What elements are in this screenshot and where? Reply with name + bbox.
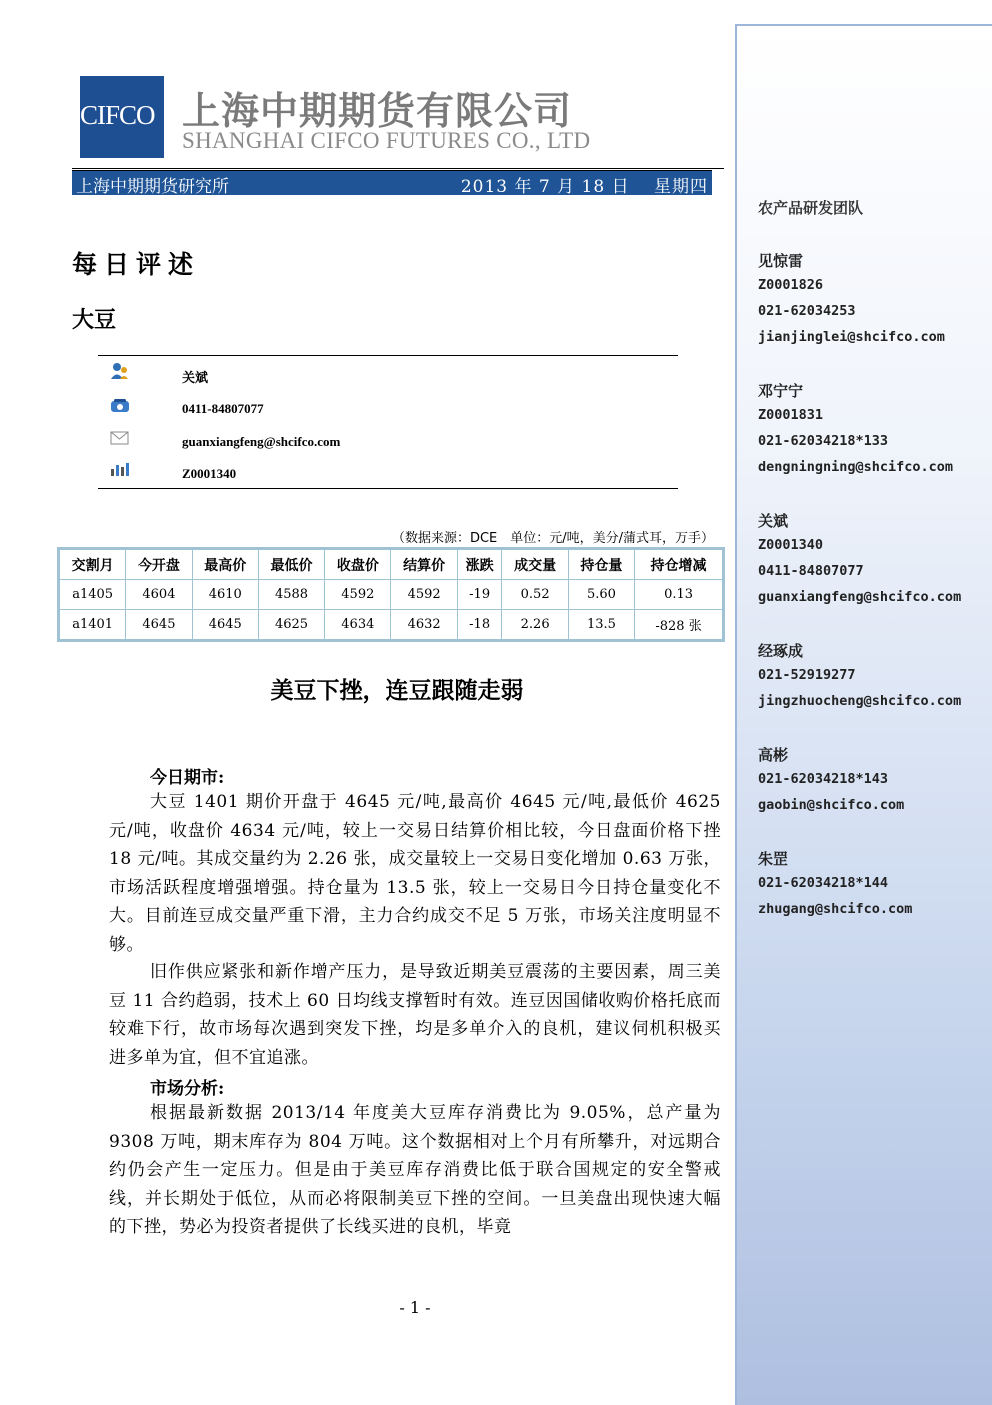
paragraph-2: 旧作供应紧张和新作增产压力，是导致近期美豆震荡的主要因素，周三美豆 11 合约趋弱，技术上 60 日均线支撑暂时有效。连豆因国储收购价格托底而较难下行，故市场每次遇到突发下挫，均是多单介入的良机，建议伺机积极买进多单为宜，但不宜追涨。: [109, 962, 721, 1068]
table-cell: 5.60: [568, 580, 634, 610]
table-cell: -18: [457, 610, 502, 640]
member-detail: 021-52919277: [758, 667, 856, 683]
table-cell: 4634: [325, 610, 391, 640]
header-rule: [72, 168, 724, 169]
table-cell: 13.5: [568, 610, 634, 640]
contact-divider-top: [98, 355, 678, 356]
col-header: 最低价: [258, 550, 324, 580]
sidebar-panel: [735, 24, 992, 1405]
table-cell: 4592: [325, 580, 391, 610]
article-headline: 美豆下挫，连豆跟随走弱: [270, 677, 524, 704]
member-email: guanxiangfeng@shcifco.com: [758, 589, 962, 605]
contact-name: 关斌: [182, 370, 209, 385]
col-header: 交割月: [60, 550, 126, 580]
chart-icon: [110, 461, 130, 477]
member-detail: Z0001826: [758, 277, 824, 293]
mail-icon: [110, 430, 130, 446]
member-detail: Z0001340: [758, 537, 824, 553]
member-name: 邓宁宁: [758, 382, 804, 400]
col-header: 最高价: [192, 550, 258, 580]
table-cell: 2.26: [502, 610, 568, 640]
table-cell: 4610: [192, 580, 258, 610]
report-date: 2013 年 7 月 18 日 星期四: [460, 177, 708, 197]
table-header-row: [60, 550, 723, 580]
table-cell: a1401: [60, 610, 126, 640]
subheading-today: 今日期市:: [150, 768, 225, 788]
table-cell: -828 张: [635, 610, 723, 640]
col-header: 结算价: [391, 550, 457, 580]
table-cell: 0.13: [635, 580, 723, 610]
product-title: 大豆: [72, 307, 117, 333]
col-header: 涨跌: [457, 550, 502, 580]
member-detail: Z0001831: [758, 407, 824, 423]
table-cell: 4632: [391, 610, 457, 640]
person-icon: [110, 362, 130, 378]
company-name-cn: 上海中期期货有限公司: [182, 89, 573, 133]
member-name: 高彬: [758, 746, 789, 764]
table-cell: 4592: [391, 580, 457, 610]
table-cell: -19: [457, 580, 502, 610]
section-title: 每日评述: [72, 250, 201, 279]
institute-name: 上海中期期货研究所: [76, 177, 229, 197]
member-email: dengningning@shcifco.com: [758, 459, 954, 475]
col-header: 持仓量: [568, 550, 634, 580]
company-name-en: SHANGHAI CIFCO FUTURES CO., LTD: [182, 128, 591, 153]
table-row: [60, 580, 723, 610]
col-header: 成交量: [502, 550, 568, 580]
table-cell: a1405: [60, 580, 126, 610]
member-name: 关斌: [758, 512, 789, 530]
table-cell: 4625: [258, 610, 324, 640]
member-detail: 021-62034218*133: [758, 433, 889, 449]
member-detail: 021-62034218*144: [758, 875, 889, 891]
data-source-note: （数据来源：DCE 单位：元/吨，美分/蒲式耳，万手）: [391, 531, 714, 546]
table-cell: 4604: [126, 580, 192, 610]
col-header: 持仓增减: [635, 550, 723, 580]
member-name: 经琢成: [758, 642, 804, 660]
col-header: 收盘价: [325, 550, 391, 580]
price-table: [57, 547, 725, 642]
header-bar: [72, 170, 712, 195]
member-detail: 021-62034253: [758, 303, 856, 319]
contact-divider-bottom: [98, 488, 678, 489]
table-cell: 4645: [126, 610, 192, 640]
phone-icon: [110, 398, 130, 414]
subheading-analysis: 市场分析:: [150, 1079, 225, 1099]
contact-email: guanxiangfeng@shcifco.com: [182, 434, 341, 449]
paragraph-1: 大豆 1401 期价开盘于 4645 元/吨,最高价 4645 元/吨,最低价 4625 元/吨，收盘价 4634 元/吨，较上一交易日结算价相比较，今日盘面价格下挫 18 元/吨。其成交量约为 2.26 张，成交量较上一交易日变化增加 0.63 万张，市场活跃程度增强增强。持仓量为 13.5 张，较上一交易日今日持仓量变化不大。目前连豆成交量严重下滑，主力合约成交不足 5 万张，市场关注度明显不够。: [109, 792, 721, 955]
table-cell: 4645: [192, 610, 258, 640]
member-detail: 021-62034218*143: [758, 771, 889, 787]
table-cell: 4588: [258, 580, 324, 610]
member-email: zhugang@shcifco.com: [758, 901, 913, 917]
table-row: [60, 610, 723, 640]
page-number: - 1 -: [399, 1298, 431, 1317]
contact-phone: 0411-84807077: [182, 401, 264, 416]
logo-text: CIFCO: [80, 100, 155, 130]
member-email: gaobin@shcifco.com: [758, 797, 905, 813]
member-name: 见惊雷: [758, 252, 804, 270]
contact-license: Z0001340: [182, 466, 237, 481]
member-email: jianjinglei@shcifco.com: [758, 329, 945, 345]
sidebar-title: 农产品研发团队: [758, 199, 864, 217]
member-detail: 0411-84807077: [758, 563, 864, 579]
table-cell: 0.52: [502, 580, 568, 610]
paragraph-3: 根据最新数据 2013/14 年度美大豆库存消费比为 9.05%，总产量为 9308 万吨，期末库存为 804 万吨。这个数据相对上个月有所攀升，对远期合约仍会产生一定压力。但是由于美豆库存消费比低于联合国规定的安全警戒线，并长期处于低位，从而必将限制美豆下挫的空间。一旦美盘出现快速大幅的下挫，势必为投资者提供了长线买进的良机，毕竟: [109, 1103, 721, 1237]
member-name: 朱罡: [758, 850, 789, 868]
member-email: jingzhuocheng@shcifco.com: [758, 693, 962, 709]
col-header: 今开盘: [126, 550, 192, 580]
